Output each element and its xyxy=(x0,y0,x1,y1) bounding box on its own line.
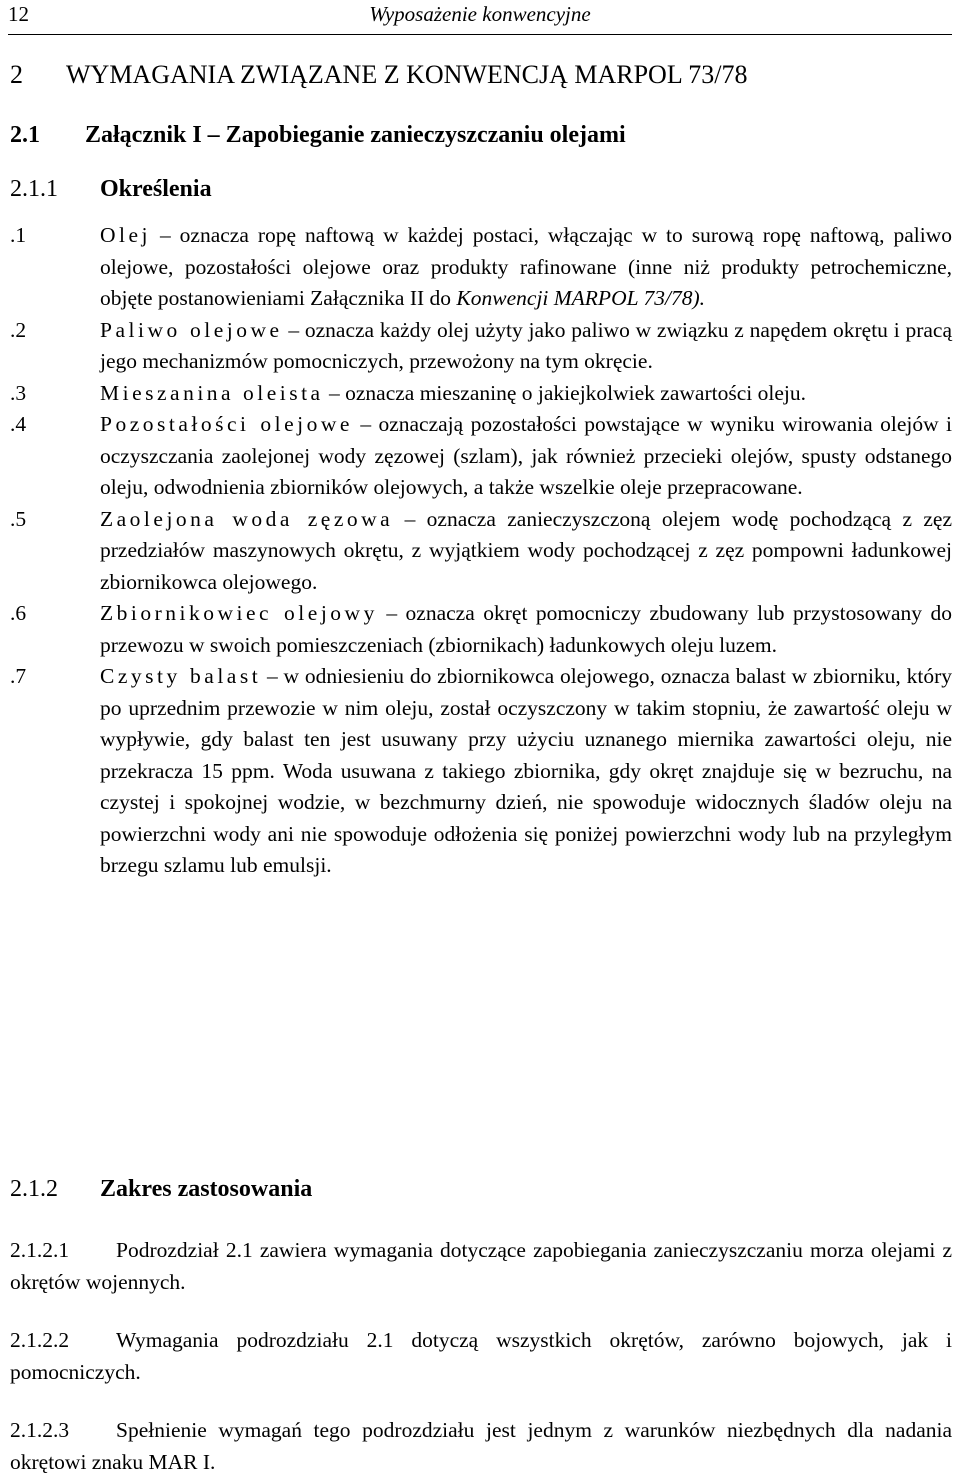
definition-number: .2 xyxy=(10,317,27,342)
section-number: 2.1 xyxy=(10,122,40,148)
definition-italic: Konwencji MARPOL 73/78). xyxy=(456,286,706,310)
paragraph-text: Wymagania podrozdziału 2.1 dotyczą wszystkich okrętów, zarówno bojowych, jak i pomocniczych. xyxy=(10,1328,952,1384)
subsection-title: Określenia xyxy=(100,176,212,202)
definition-number: .1 xyxy=(10,223,27,247)
definition-number: .6 xyxy=(10,601,27,625)
definition-item xyxy=(10,378,952,410)
definition-item xyxy=(10,315,952,378)
paragraph-text: Spełnienie wymagań tego podrozdziału jest jednym z warunków niezbędnych dla nadania okrętowi znaku MAR I. xyxy=(10,1418,952,1474)
definition-term: Mieszanina oleista xyxy=(100,380,324,405)
definition-term: Olej xyxy=(100,223,152,247)
paragraph-number: 2.1.2.3 xyxy=(10,1418,70,1442)
paragraph-number: 2.1.2.2 xyxy=(10,1328,70,1352)
scope-title: Zakres zastosowania xyxy=(100,1176,313,1202)
definition-number: .3 xyxy=(10,380,27,405)
paragraph-text: Podrozdział 2.1 zawiera wymagania dotyczące zapobiegania zanieczyszczaniu morza olejami z okrętów wojennych. xyxy=(10,1238,952,1294)
definition-text: – oznacza okręt pomocniczy zbudowany lub przystosowany do przewozu w swoich pomieszczeniach (zbiornikach) ładunkowych oleju luzem. xyxy=(100,601,952,657)
definition-number: .7 xyxy=(10,664,27,688)
section-heading xyxy=(10,122,626,149)
definition-item xyxy=(10,220,952,315)
definition-item xyxy=(10,598,952,661)
definition-term: Zbiornikowiec olejowy xyxy=(100,601,378,625)
running-title: Wyposażenie konwencyjne xyxy=(369,2,591,26)
page-number: 12 xyxy=(8,2,29,26)
definitions-list xyxy=(10,220,952,882)
section-title: Załącznik I – Zapobieganie zanieczyszczaniu olejami xyxy=(85,122,626,148)
definition-term: Pozostałości olejowe xyxy=(100,412,353,436)
definition-item xyxy=(10,661,952,882)
definition-text: – oznaczają pozostałości powstające w wyniku wirowania olejów i oczyszczania zaolejonej wody zęzowej (szlam), jak również przecieki olejów, spusty odstanego oleju, odwodnienia zbiorników olejowych, a także wszelkie oleje przepracowane. xyxy=(100,412,952,499)
paragraph xyxy=(10,1414,952,1478)
definition-text: – oznacza ropę naftową w każdej postaci, włączając w to surową ropę naftową, paliwo olejowe, pozostałości olejowe oraz produkty rafinowane (inne niż produkty petrochemiczne, objęte postanowieniami Załącznika II do xyxy=(100,223,952,310)
definition-item xyxy=(10,409,952,504)
paragraph xyxy=(10,1324,952,1388)
definition-number: .4 xyxy=(10,412,27,436)
subsection-number: 2.1.1 xyxy=(10,176,58,202)
definition-item xyxy=(10,504,952,599)
definition-text: – oznacza zanieczyszczoną olejem wodę pochodzącą z zęz przedziałów maszynowych okrętu, z wyjątkiem wody pochodzącej z zęz pompowni ładunkowej zbiornikowca olejowego. xyxy=(100,506,952,594)
definition-term: Czysty balast xyxy=(100,664,262,688)
definition-text: – oznacza mieszaninę o jakiejkolwiek zawartości oleju. xyxy=(323,380,806,405)
subsection-heading xyxy=(10,176,212,203)
scope-number: 2.1.2 xyxy=(10,1176,58,1202)
chapter-number: 2 xyxy=(10,60,23,89)
paragraph-number: 2.1.2.1 xyxy=(10,1238,70,1262)
definition-text: – oznacza każdy olej użyty jako paliwo w związku z napędem okrętu i pracą jego mechanizmów pomocniczych, przewożony na tym okręcie. xyxy=(100,317,952,373)
definition-number: .5 xyxy=(10,506,27,531)
definition-term: Paliwo olejowe xyxy=(100,317,283,342)
chapter-heading xyxy=(10,60,747,90)
page-header xyxy=(8,0,952,35)
chapter-title: WYMAGANIA ZWIĄZANE Z KONWENCJĄ MARPOL 73/78 xyxy=(66,60,748,89)
definition-term: Zaolejona woda zęzowa xyxy=(100,506,394,531)
scope-heading xyxy=(10,1176,312,1203)
paragraph xyxy=(10,1234,952,1298)
definition-text: – w odniesieniu do zbiornikowca olejowego, oznacza balast w zbiorniku, który po uprzednim przewozie w nim oleju, został oczyszczony w takim stopniu, że zawartość oleju w wypływie, gdy balast ten jest usuwany przy użyciu uznanego miernika zawartości oleju, nie przekracza 15 ppm. Woda usuwana z takiego zbiornika, gdy okręt znajduje się w bezruchu, na czystej i spokojnej wodzie, w bezchmurny dzień, nie spowoduje widocznych śladów oleju na powierzchni wody ani nie spowoduje odłożenia się poniżej powierzchni wody lub na przyległym brzegu szlamu lub emulsji. xyxy=(100,664,952,877)
